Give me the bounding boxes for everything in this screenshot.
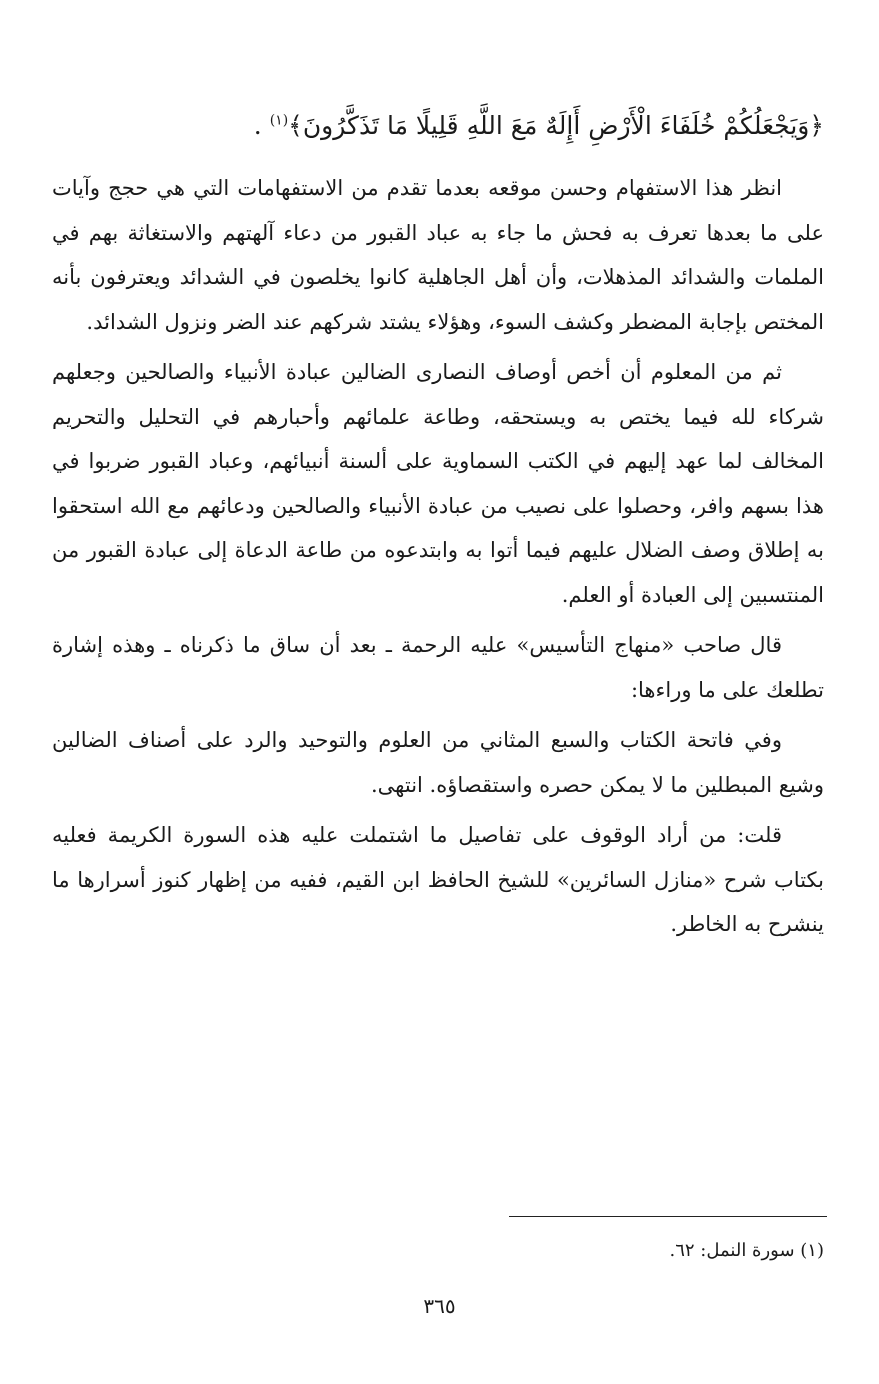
paragraph: انظر هذا الاستفهام وحسن موقعه بعدما تقدم من الاستفهامات التي هي حجج وآيات على ما بعدها تعرف به فحش ما جاء به عباد القبور من دعاء آلهتهم والاستغاثة بهم في الملمات والشدائد المذهلات، وأن أهل الجاهلية كانوا يخلصون في الشدائد ويعترفون بأنه المختص بإجابة المضطر وكشف السوء، وهؤلاء يشتد شركهم عند الضر ونزول الشدائد.	[52, 176, 824, 334]
page-body	[52, 96, 824, 953]
verse-end: .	[253, 111, 270, 140]
paragraph: ثم من المعلوم أن أخص أوصاف النصارى الضالين عبادة الأنبياء والصالحين وجعلهم شركاء لله فيما يختص به ويستحقه، وطاعة علمائهم وأحبارهم في التحليل والتحريم المخالف لما عهد إليهم في الكتب السماوية على ألسنة أنبيائهم، وعباد القبور ضربوا في هذا بسهم وافر، وحصلوا على نصيب من عبادة الأنبياء والصالحين ودعائهم مع الله استحقوا به إطلاق وصف الضلال عليهم فيما أتوا به وابتدعوه من طاعة الدعاة إلى عبادة القبور من المنتسبين إلى العبادة أو العلم.	[52, 360, 824, 607]
paragraph: قلت: من أراد الوقوف على تفاصيل ما اشتملت عليه هذه السورة الكريمة فعليه بكتاب شرح «منازل السائرين» للشيخ الحافظ ابن القيم، ففيه من إظهار كنوز أسرارها ما ينشرح به الخاطر.	[52, 823, 824, 936]
footnote: (١) سورة النمل: ٦٢.	[669, 1240, 824, 1261]
paragraph: وفي فاتحة الكتاب والسبع المثاني من العلوم والتوحيد والرد على أصناف الضالين وشيع المبطلين ما لا يمكن حصره واستقصاؤه. انتهى.	[52, 728, 824, 797]
footnote-reference: (١)	[269, 112, 289, 129]
paragraph: قال صاحب «منهاج التأسيس» عليه الرحمة ـ بعد أن ساق ما ذكرناه ـ وهذه إشارة تطلعك على ما وراءها:	[52, 633, 824, 702]
page-number: ٣٦٥	[423, 1294, 456, 1318]
footnote-divider	[509, 1216, 827, 1217]
verse-text: ﴿وَيَجْعَلُكُمْ خُلَفَاءَ الْأَرْضِ أَإِلَهٌ مَعَ اللَّهِ قَلِيلًا مَا تَذَكَّرُونَ﴾	[288, 111, 824, 140]
quran-verse	[52, 96, 824, 156]
